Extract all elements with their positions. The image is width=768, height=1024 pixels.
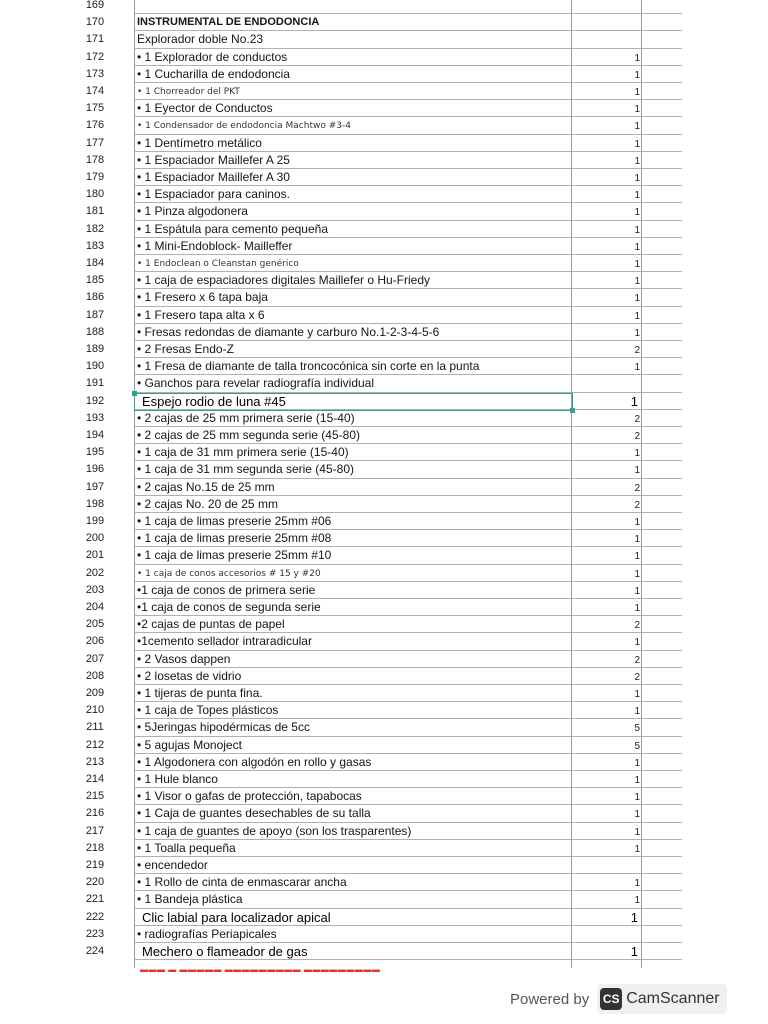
row-number: 201 xyxy=(85,549,105,562)
quantity-cell[interactable]: 1 xyxy=(634,895,640,907)
row-number: 218 xyxy=(85,841,105,854)
item-cell[interactable]: • 2 losetas de vidrio xyxy=(137,668,242,683)
row-number: 195 xyxy=(85,446,105,459)
cut-off-red-text: ▬▬▬ ▬ ▬▬▬▬▬ ▬▬▬▬▬▬▬▬▬ ▬▬▬▬▬▬▬▬▬ xyxy=(140,965,381,974)
row-number: 187 xyxy=(85,308,105,321)
table-row xyxy=(0,823,768,840)
table-row xyxy=(0,565,768,582)
row-number: 192 xyxy=(85,394,105,407)
table-row xyxy=(0,547,768,564)
item-cell[interactable]: • 1 Dentímetro metálico xyxy=(137,135,262,150)
table-row xyxy=(0,513,768,530)
quantity-cell[interactable]: 1 xyxy=(634,689,640,700)
item-cell[interactable]: • 2 Fresas Endo-Z xyxy=(137,342,234,356)
item-cell[interactable]: • 1 caja de limas preserie 25mm #08 xyxy=(137,531,332,546)
item-cell[interactable]: • 2 Vasos dappen xyxy=(137,651,231,666)
row-number: 181 xyxy=(85,205,105,218)
row-number: 182 xyxy=(85,222,105,235)
row-number: 172 xyxy=(85,50,105,63)
row-number: 170 xyxy=(85,16,105,29)
quantity-cell[interactable]: 1 xyxy=(634,792,640,804)
quantity-cell[interactable]: 1 xyxy=(634,585,640,597)
table-row xyxy=(0,135,768,152)
item-cell[interactable]: • 1 Algodonera con algodón en rollo y gasas xyxy=(137,754,372,769)
item-cell[interactable]: • 1 Toalla pequeña xyxy=(137,840,236,855)
quantity-cell[interactable]: 1 xyxy=(630,909,638,925)
quantity-cell[interactable]: 1 xyxy=(634,706,640,718)
item-cell[interactable]: • 1 Fresa de diamante de talla troncocónica sin corte en la punta xyxy=(137,359,480,374)
quantity-cell[interactable]: 1 xyxy=(634,241,640,253)
table-row xyxy=(0,461,768,478)
row-number: 204 xyxy=(85,601,105,613)
row-number: 216 xyxy=(85,807,105,820)
item-cell[interactable]: • 1 tijeras de punta fina. xyxy=(137,686,263,700)
item-cell[interactable]: •1 caja de conos de segunda serie xyxy=(137,600,321,614)
table-row xyxy=(0,203,768,220)
row-number: 183 xyxy=(85,239,105,252)
item-cell[interactable]: • 1 Bandeja plástica xyxy=(137,892,243,907)
table-row xyxy=(0,186,768,203)
quantity-cell[interactable]: 1 xyxy=(634,551,640,563)
row-number: 221 xyxy=(85,893,105,906)
item-cell[interactable]: • 1 Explorador de conductos xyxy=(137,49,288,64)
item-cell[interactable]: Explorador doble No.23 xyxy=(137,32,264,47)
item-cell[interactable]: • 1 Mini-Endoblock- Mailleffer xyxy=(137,238,293,253)
row-number: 203 xyxy=(85,583,105,596)
quantity-cell[interactable]: 1 xyxy=(634,173,640,184)
table-row xyxy=(0,530,768,547)
quantity-cell[interactable]: 1 xyxy=(634,568,640,580)
selection-handle[interactable] xyxy=(132,391,137,396)
quantity-cell[interactable]: 1 xyxy=(634,293,640,305)
table-row xyxy=(0,616,768,633)
row-number: 205 xyxy=(85,618,105,631)
item-cell[interactable]: • 1 caja de Topes plásticos xyxy=(137,703,279,718)
item-cell[interactable]: • 1 Rollo de cinta de enmascarar ancha xyxy=(137,875,347,890)
table-row xyxy=(0,83,768,100)
row-number: 179 xyxy=(85,171,105,183)
table-row xyxy=(0,805,768,822)
quantity-cell[interactable]: 1 xyxy=(634,207,640,219)
quantity-cell[interactable]: 1 xyxy=(634,310,640,322)
camscanner-brand: CamScanner xyxy=(626,990,720,1007)
table-row xyxy=(0,943,768,960)
camscanner-badge xyxy=(597,984,726,1014)
quantity-cell[interactable]: 1 xyxy=(634,190,640,202)
table-row xyxy=(0,633,768,650)
powered-by-label: Powered by xyxy=(510,990,590,1008)
table-row xyxy=(0,926,768,943)
camscanner-logo-icon: CS xyxy=(600,988,622,1010)
selection-fill-handle[interactable] xyxy=(570,408,575,413)
item-cell[interactable]: • Ganchos para revelar radiografía individual xyxy=(137,376,374,391)
row-number: 180 xyxy=(85,188,105,201)
quantity-cell[interactable]: 1 xyxy=(634,52,640,64)
table-row xyxy=(0,0,768,14)
row-number: 196 xyxy=(85,463,105,476)
item-cell[interactable]: • 5 agujas Monoject xyxy=(137,737,242,752)
row-number: 208 xyxy=(85,669,105,682)
row-number: 213 xyxy=(85,755,105,768)
quantity-cell[interactable]: 2 xyxy=(634,620,640,632)
table-row xyxy=(0,651,768,668)
table-row xyxy=(0,49,768,66)
item-cell[interactable]: • 1 caja de 31 mm segunda serie (45-80) xyxy=(137,462,354,477)
table-row xyxy=(0,410,768,427)
table-row xyxy=(0,14,768,31)
row-number: 206 xyxy=(85,635,105,648)
row-number: 197 xyxy=(85,480,105,493)
quantity-cell[interactable]: 1 xyxy=(634,826,640,838)
table-row xyxy=(0,307,768,324)
quantity-cell[interactable]: 2 xyxy=(634,413,640,425)
table-row xyxy=(0,891,768,908)
table-row xyxy=(0,874,768,891)
table-row xyxy=(0,668,768,685)
row-number: 173 xyxy=(85,67,105,80)
item-cell[interactable]: • 2 cajas de 25 mm primera serie (15-40) xyxy=(137,410,355,425)
table-row xyxy=(0,169,768,186)
row-number: 174 xyxy=(85,85,105,97)
row-number: 212 xyxy=(85,738,105,751)
quantity-cell[interactable]: 5 xyxy=(634,740,640,752)
item-cell[interactable]: • 2 cajas No. 20 de 25 mm xyxy=(137,496,278,511)
item-cell[interactable]: • 1 caja de 31 mm primera serie (15-40) xyxy=(137,445,349,460)
item-cell[interactable]: •1 caja de conos de primera serie xyxy=(137,582,316,597)
table-row xyxy=(0,444,768,461)
row-number: 199 xyxy=(85,515,105,527)
quantity-cell[interactable]: 2 xyxy=(634,431,640,442)
quantity-cell[interactable]: 2 xyxy=(634,482,640,494)
row-number: 200 xyxy=(85,532,105,545)
table-row xyxy=(0,31,768,48)
quantity-cell[interactable]: 1 xyxy=(634,637,640,649)
item-cell[interactable]: Clic labial para localizador apical xyxy=(142,909,331,925)
item-cell[interactable]: • 1 Fresero tapa alta x 6 xyxy=(137,307,265,322)
camscanner-watermark xyxy=(510,982,727,1016)
table-row xyxy=(0,754,768,771)
table-row xyxy=(0,479,768,496)
row-number: 202 xyxy=(85,566,105,579)
row-number: 176 xyxy=(85,119,105,132)
table-row xyxy=(0,685,768,702)
row-number: 188 xyxy=(85,325,105,338)
item-cell[interactable]: • 1 Endoclean o Cleanstan genérico xyxy=(137,259,299,269)
quantity-cell[interactable]: 1 xyxy=(634,87,640,98)
table-row xyxy=(0,100,768,117)
row-number: 175 xyxy=(85,102,105,115)
item-cell[interactable]: • 1 Visor o gafas de protección, tapabocas xyxy=(137,789,362,804)
table-row xyxy=(0,737,768,754)
quantity-cell[interactable]: 1 xyxy=(634,138,640,150)
row-number: 198 xyxy=(85,497,105,510)
item-cell[interactable]: • 1 Eyector de Conductos xyxy=(137,101,273,116)
quantity-cell[interactable]: 2 xyxy=(634,345,640,356)
quantity-cell[interactable]: 1 xyxy=(634,276,640,288)
quantity-cell[interactable]: 2 xyxy=(634,499,640,511)
quantity-cell[interactable]: 1 xyxy=(634,878,640,890)
item-cell[interactable]: • 1 caja de guantes de apoyo (son los trasparentes) xyxy=(137,823,412,838)
quantity-cell[interactable]: 1 xyxy=(634,603,640,614)
row-number: 214 xyxy=(85,773,105,785)
item-cell[interactable]: • 1 Espaciador Maillefer A 25 xyxy=(137,152,290,167)
item-cell[interactable]: • 1 Caja de guantes desechables de su talla xyxy=(137,806,371,821)
table-row xyxy=(0,289,768,306)
quantity-cell[interactable]: 1 xyxy=(634,69,640,81)
table-row xyxy=(0,272,768,289)
quantity-cell[interactable]: 1 xyxy=(634,809,640,821)
table-row xyxy=(0,221,768,238)
item-cell[interactable]: • 1 Condensador de endodoncia Machtwo #3-4 xyxy=(137,121,351,132)
item-cell[interactable]: • 1 Pinza algodonera xyxy=(137,204,248,219)
quantity-cell[interactable]: 1 xyxy=(634,224,640,236)
table-row xyxy=(0,840,768,857)
item-cell[interactable]: • 1 Fresero x 6 tapa baja xyxy=(137,290,268,305)
row-number: 220 xyxy=(85,876,105,889)
row-number: 211 xyxy=(86,721,104,734)
quantity-cell[interactable]: 1 xyxy=(634,517,640,528)
item-cell[interactable]: • 1 caja de espaciadores digitales Maillefer o Hu-Friedy xyxy=(137,273,431,288)
item-cell[interactable]: •2 cajas de puntas de papel xyxy=(137,617,285,632)
quantity-cell[interactable]: 1 xyxy=(634,327,640,339)
table-row xyxy=(0,771,768,788)
table-row xyxy=(0,599,768,616)
row-number: 217 xyxy=(85,824,105,837)
row-number: 178 xyxy=(85,153,105,166)
quantity-cell[interactable]: 1 xyxy=(634,448,640,460)
row-number: 177 xyxy=(85,136,105,149)
item-cell[interactable]: • 1 Espaciador para caninos. xyxy=(137,187,290,202)
row-number: 215 xyxy=(85,790,105,803)
quantity-cell[interactable]: 1 xyxy=(634,843,640,855)
row-number: 171 xyxy=(85,33,105,46)
item-cell[interactable]: • 1 caja de conos accesorios # 15 y #20 xyxy=(137,568,321,579)
quantity-cell[interactable]: 2 xyxy=(634,671,640,683)
quantity-cell[interactable]: 2 xyxy=(634,654,640,666)
item-cell[interactable]: • 1 Chorreador del PKT xyxy=(137,87,240,97)
table-row xyxy=(0,909,768,926)
row-number: 186 xyxy=(85,291,105,304)
item-cell[interactable]: • 1 caja de limas preserie 25mm #06 xyxy=(137,514,332,528)
table-row xyxy=(0,117,768,134)
row-number: 189 xyxy=(85,343,105,355)
table-row xyxy=(0,238,768,255)
table-row xyxy=(0,582,768,599)
row-number: 207 xyxy=(85,652,105,665)
item-cell[interactable]: • radiografías Periapicales xyxy=(137,926,277,941)
table-row xyxy=(0,702,768,719)
table-row xyxy=(0,66,768,83)
row-number: 223 xyxy=(85,927,105,940)
item-cell[interactable]: Espejo rodio de luna #45 xyxy=(142,393,286,409)
quantity-cell[interactable]: 1 xyxy=(634,757,640,769)
row-number: 184 xyxy=(85,257,105,269)
item-cell[interactable]: • 2 cajas de 25 mm segunda serie (45-80) xyxy=(137,428,360,442)
row-number: 219 xyxy=(85,859,105,871)
table-row xyxy=(0,496,768,513)
item-cell[interactable]: • encendedor xyxy=(137,858,208,872)
item-cell[interactable]: • 1 caja de limas preserie 25mm #10 xyxy=(137,548,332,563)
row-number: 209 xyxy=(85,687,105,699)
table-row xyxy=(0,857,768,874)
table-row xyxy=(0,719,768,736)
quantity-cell[interactable]: 1 xyxy=(634,775,640,786)
quantity-cell[interactable]: 1 xyxy=(634,121,640,133)
quantity-cell[interactable]: 1 xyxy=(634,259,640,270)
row-number: 190 xyxy=(85,360,105,373)
quantity-cell[interactable]: 1 xyxy=(630,393,638,409)
table-row xyxy=(0,788,768,805)
quantity-cell[interactable]: 1 xyxy=(634,465,640,477)
table-row xyxy=(0,152,768,169)
row-number: 185 xyxy=(85,274,105,287)
table-row xyxy=(0,255,768,272)
quantity-cell[interactable]: 1 xyxy=(634,155,640,167)
table-row xyxy=(0,324,768,341)
quantity-cell[interactable]: 1 xyxy=(634,362,640,374)
item-cell[interactable]: • 1 Espátula para cemento pequeña xyxy=(137,221,329,236)
table-row xyxy=(0,341,768,358)
quantity-cell[interactable]: 1 xyxy=(634,104,640,116)
row-number: 224 xyxy=(85,945,105,957)
item-cell[interactable]: • 1 Espaciador Maillefer A 30 xyxy=(137,170,290,184)
item-cell[interactable]: Mechero o flameador de gas xyxy=(142,944,308,959)
item-cell[interactable]: INSTRUMENTAL DE ENDODONCIA xyxy=(137,16,320,29)
row-number: 169 xyxy=(85,0,105,11)
quantity-cell[interactable]: 5 xyxy=(634,723,640,735)
item-cell[interactable]: • 1 Cucharilla de endodoncia xyxy=(137,66,290,81)
table-row xyxy=(0,427,768,444)
item-cell[interactable]: • Fresas redondas de diamante y carburo No.1-2-3-4-5-6 xyxy=(137,324,440,339)
item-cell[interactable]: •1cemento sellador intraradicular xyxy=(137,634,312,649)
selected-cell[interactable] xyxy=(134,393,573,411)
item-cell[interactable]: • 1 Hule blanco xyxy=(137,772,218,786)
row-number: 193 xyxy=(85,411,105,424)
row-number: 191 xyxy=(85,377,105,390)
item-cell[interactable]: • 5Jeringas hipodérmicas de 5cc xyxy=(137,720,310,735)
row-number: 222 xyxy=(85,910,105,923)
row-number: 210 xyxy=(85,704,105,717)
quantity-cell[interactable]: 1 xyxy=(630,944,638,959)
row-number: 194 xyxy=(85,429,105,441)
quantity-cell[interactable]: 1 xyxy=(634,534,640,546)
table-row xyxy=(0,358,768,375)
item-cell[interactable]: • 2 cajas No.15 de 25 mm xyxy=(137,479,275,494)
table-row xyxy=(0,375,768,392)
